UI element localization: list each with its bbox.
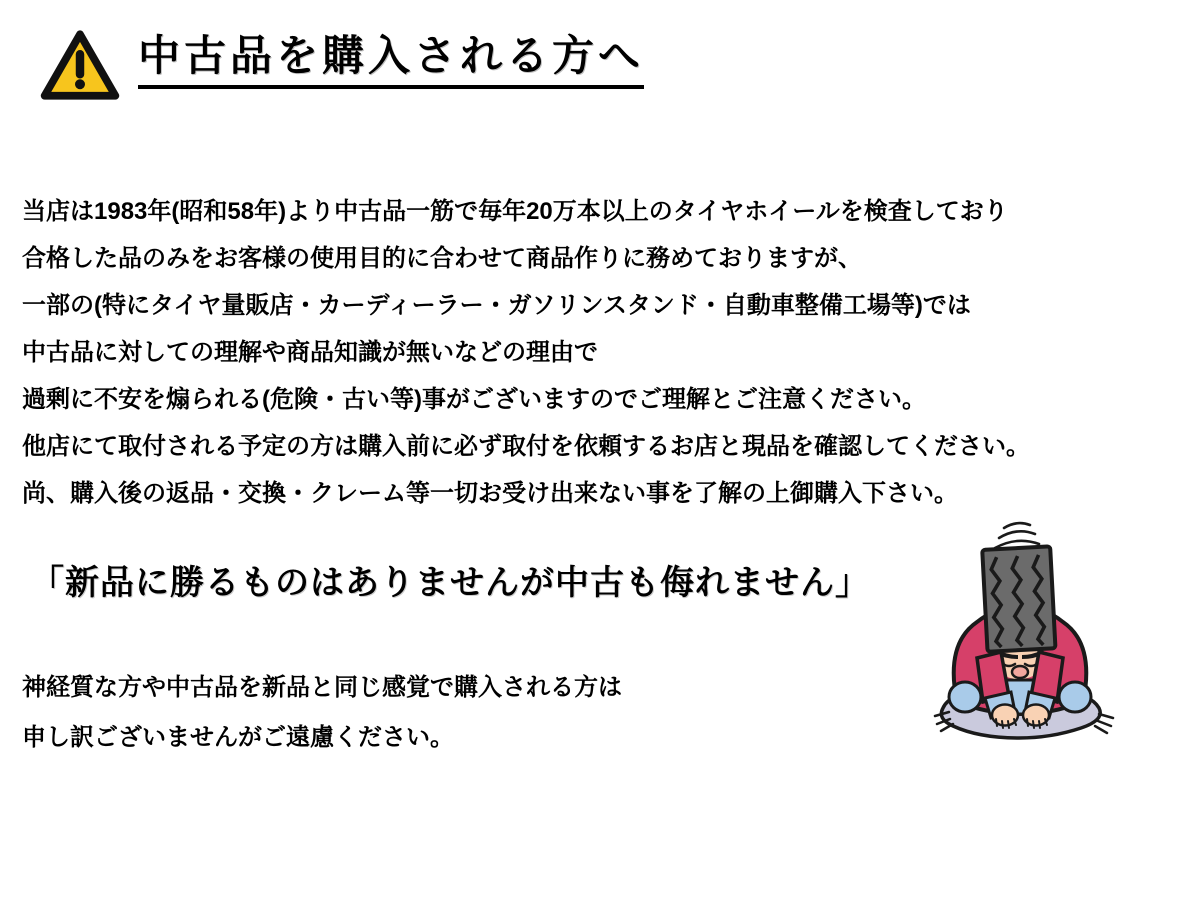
body-line: 尚、購入後の返品・交換・クレーム等一切お受け出来ない事を了解の上御購入下さい。: [22, 480, 958, 507]
right-knee: [1059, 682, 1091, 712]
body-line: 一部の(特にタイヤ量販店・カーディーラー・ガソリンスタンド・自動車整備工場等)では: [22, 292, 971, 319]
motion-lines-icon: [995, 523, 1039, 548]
body-line: 他店にて取付される予定の方は購入前に必ず取付を依頼するお店と現品を確認してください。: [22, 433, 1030, 460]
body-line: 過剰に不安を煽られる(危険・古い等)事がございますのでご理解とご注意ください。: [22, 386, 926, 413]
closing-line: 神経質な方や中古品を新品と同じ感覚で購入される方は: [22, 674, 622, 701]
closing-line: 申し訳ございませんがご遠慮ください。: [22, 724, 454, 751]
notice-closing: [22, 663, 722, 763]
body-line: 中古品に対しての理解や商品知識が無いなどの理由で: [22, 339, 598, 366]
body-line: 合格した品のみをお客様の使用目的に合わせて商品作りに務めておりますが、: [22, 245, 862, 272]
notice-body: [22, 188, 1030, 517]
notice-header: [0, 0, 1200, 102]
tire-head: [982, 546, 1055, 651]
body-line: 当店は1983年(昭和58年)より中古品一筋で毎年20万本以上のタイヤホイールを検査しており: [22, 198, 1008, 225]
page-title: 中古品を購入される方へ: [138, 34, 644, 89]
warning-triangle-icon: [40, 28, 120, 102]
bowing-man-with-tire-head-illustration: [933, 512, 1115, 747]
notice-quote: 「新品に勝るものはありませんが中古も侮れません」: [30, 564, 870, 602]
left-knee: [949, 682, 981, 712]
